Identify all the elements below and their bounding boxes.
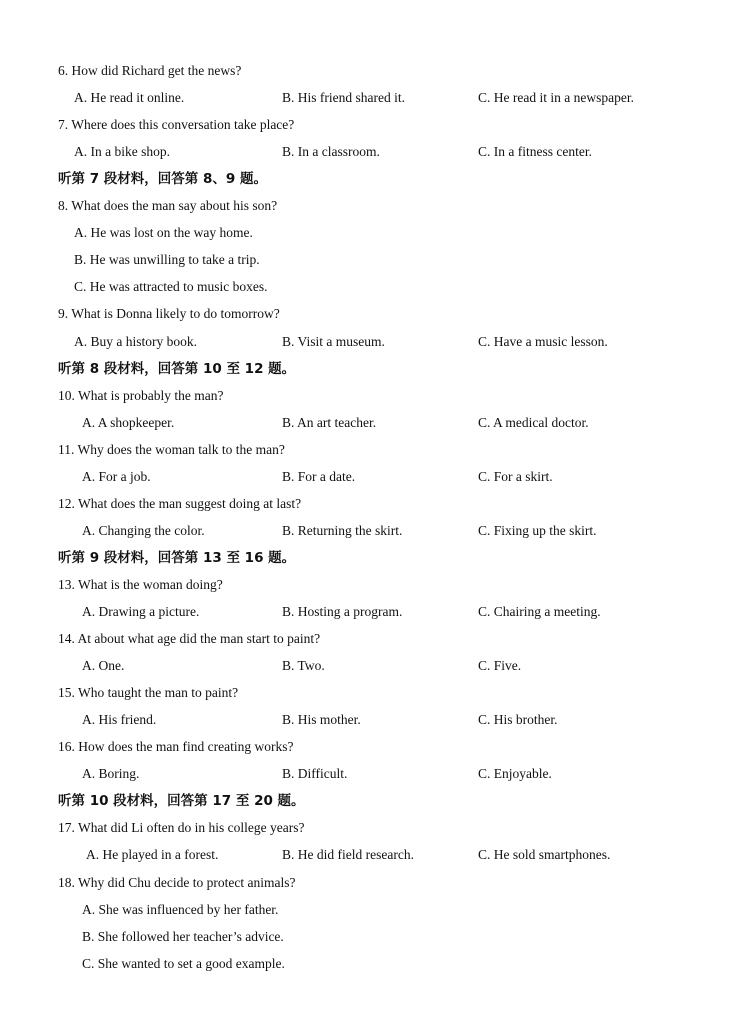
answer-option-c: C. In a fitness center.	[478, 144, 592, 159]
question-text: 16. How does the man find creating works?	[58, 739, 294, 754]
question-text: 9. What is Donna likely to do tomorrow?	[58, 306, 280, 321]
answer-option-c: C. His brother.	[478, 712, 558, 727]
section-heading: 听第 7 段材料，回答第 8、9 题。	[58, 171, 267, 187]
answer-option-c: C. A medical doctor.	[478, 415, 589, 430]
answer-option-a: A. He played in a forest.	[86, 847, 219, 862]
answer-option-b: B. Visit a museum.	[282, 334, 385, 349]
answer-option-a: A. In a bike shop.	[74, 144, 170, 159]
question-text: 13. What is the woman doing?	[58, 577, 223, 592]
answer-option-a: A. One.	[82, 658, 125, 673]
answer-option-b: B. In a classroom.	[282, 144, 380, 159]
answer-option-b: B. He did field research.	[282, 847, 414, 862]
answer-option-c: C. Five.	[478, 658, 522, 673]
answer-option: C. She wanted to set a good example.	[82, 956, 285, 971]
question-text: 10. What is probably the man?	[58, 388, 224, 403]
answer-option-b: B. Difficult.	[282, 766, 348, 781]
section-heading: 听第 9 段材料，回答第 13 至 16 题。	[58, 550, 296, 566]
section-heading: 听第 10 段材料，回答第 17 至 20 题。	[58, 793, 305, 809]
question-text: 7. Where does this conversation take place?	[58, 117, 295, 132]
question-text: 15. Who taught the man to paint?	[58, 685, 239, 700]
section-heading: 听第 8 段材料，回答第 10 至 12 题。	[58, 361, 296, 377]
answer-option-c: C. Chairing a meeting.	[478, 604, 601, 619]
answer-option-b: B. His mother.	[282, 712, 361, 727]
answer-option-b: B. His friend shared it.	[282, 90, 405, 105]
question-text: 11. Why does the woman talk to the man?	[58, 442, 285, 457]
question-text: 6. How did Richard get the news?	[58, 63, 242, 78]
answer-option-b: B. An art teacher.	[282, 415, 377, 430]
answer-option-c: C. Have a music lesson.	[478, 334, 608, 349]
answer-option-b: B. For a date.	[282, 469, 356, 484]
answer-option-a: A. Boring.	[82, 766, 140, 781]
question-text: 12. What does the man suggest doing at last?	[58, 496, 302, 511]
answer-option-c: C. For a skirt.	[478, 469, 553, 484]
question-text: 17. What did Li often do in his college years?	[58, 820, 305, 835]
answer-option-a: A. Drawing a picture.	[82, 604, 200, 619]
answer-option: B. He was unwilling to take a trip.	[74, 252, 260, 267]
answer-option-a: A. He read it online.	[74, 90, 185, 105]
answer-option-a: A. Changing the color.	[82, 523, 205, 538]
answer-option-c: C. He read it in a newspaper.	[478, 90, 634, 105]
answer-option-b: B. Returning the skirt.	[282, 523, 403, 538]
answer-option-a: A. Buy a history book.	[74, 334, 197, 349]
answer-option-a: A. For a job.	[82, 469, 151, 484]
answer-option-b: B. Two.	[282, 658, 325, 673]
answer-option-b: B. Hosting a program.	[282, 604, 403, 619]
answer-option: C. He was attracted to music boxes.	[74, 279, 268, 294]
answer-option-a: A. A shopkeeper.	[82, 415, 175, 430]
answer-option-c: C. Enjoyable.	[478, 766, 552, 781]
answer-option: B. She followed her teacher’s advice.	[82, 929, 284, 944]
answer-option-c: C. Fixing up the skirt.	[478, 523, 597, 538]
question-text: 8. What does the man say about his son?	[58, 198, 278, 213]
question-text: 18. Why did Chu decide to protect animals?	[58, 875, 296, 890]
answer-option-a: A. His friend.	[82, 712, 157, 727]
answer-option: A. She was influenced by her father.	[82, 902, 279, 917]
question-text: 14. At about what age did the man start to paint?	[58, 631, 321, 646]
answer-option: A. He was lost on the way home.	[74, 225, 253, 240]
answer-option-c: C. He sold smartphones.	[478, 847, 611, 862]
